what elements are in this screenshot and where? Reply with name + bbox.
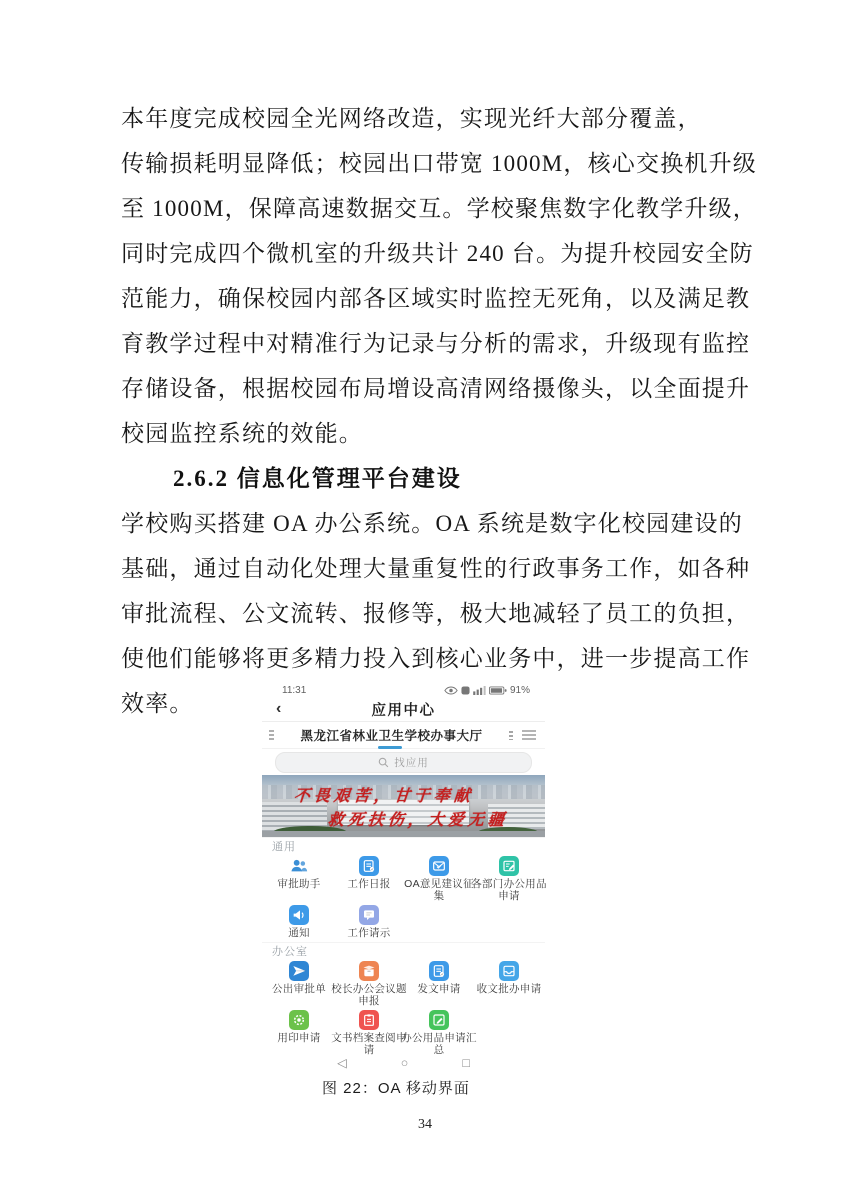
paragraph-line: 同时完成四个微机室的升级共计 240 台。为提升校园安全防 <box>121 241 754 266</box>
phone-nav-bar <box>262 697 545 722</box>
search-icon <box>378 757 389 768</box>
app-tile[interactable] <box>471 856 547 902</box>
app-section-general <box>262 837 545 942</box>
app-tile[interactable] <box>264 905 334 939</box>
paragraph-line: 本年度完成校园全光网络改造，实现光纤大部分覆盖， <box>121 106 702 131</box>
app-label: 工作请示 <box>347 927 391 939</box>
app-tile[interactable] <box>334 856 404 902</box>
form-icon <box>499 856 519 876</box>
app-tile[interactable] <box>331 1010 407 1056</box>
menu-icon[interactable] <box>522 730 536 740</box>
phone-screenshot-figure <box>262 678 545 1075</box>
doc-icon <box>359 856 379 876</box>
eye-icon <box>444 686 458 695</box>
paragraph-line: 校园监控系统的效能。 <box>121 421 363 446</box>
paragraph-line: 存储设备，根据校园布局增设高清网络摄像头，以全面提升 <box>121 376 751 401</box>
plane-icon <box>289 961 309 981</box>
section-label: 通用 <box>272 841 296 853</box>
road <box>262 831 545 837</box>
battery-percent: 91% <box>509 684 530 696</box>
document-body <box>121 96 758 726</box>
paragraph-network-upgrade <box>121 96 758 456</box>
battery-icon <box>489 686 507 695</box>
paragraph-line: 基础，通过自动化处理大量重复性的行政事务工作，如各种 <box>121 556 751 581</box>
app-tile[interactable] <box>401 1010 477 1056</box>
section-heading: 2.6.2 信息化管理平台建设 <box>173 466 462 491</box>
search-placeholder: 找应用 <box>394 757 429 769</box>
app-label: 文书档案查阅申请 <box>331 1032 407 1056</box>
tab-overflow-left-fragment <box>269 730 274 740</box>
app-tile[interactable] <box>334 905 404 939</box>
paragraph-line: 范能力，确保校园内部各区域实时监控无死角，以及满足教 <box>121 286 751 311</box>
app-tile[interactable] <box>331 961 407 1007</box>
app-tile[interactable] <box>404 961 474 1007</box>
people-icon <box>289 856 309 876</box>
note-icon <box>429 1010 449 1030</box>
app-label: 用印申请 <box>277 1032 321 1044</box>
paragraph-line: 传输损耗明显降低；校园出口带宽 1000M，核心交换机升级 <box>121 151 758 176</box>
box-icon <box>359 961 379 981</box>
app-label: 收文批办申请 <box>476 983 542 995</box>
banner-slogan-line1: 不畏艰苦，甘于奉献 <box>293 788 475 805</box>
inbox-icon <box>499 961 519 981</box>
app-label: 发文申请 <box>417 983 461 995</box>
page-number: 34 <box>418 1117 432 1132</box>
app-label: 通知 <box>288 927 310 939</box>
app-grid <box>262 960 545 1059</box>
paragraph-line: 至 1000M，保障高速数据交互。学校聚焦数字化教学升级， <box>121 196 758 221</box>
megaphone-icon <box>289 905 309 925</box>
nav-home-circle-icon[interactable]: ○ <box>400 1056 409 1070</box>
tab-active[interactable]: 黑龙江省林业卫生学校办事大厅 <box>300 729 483 743</box>
app-label: 公出审批单 <box>272 983 326 995</box>
paragraph-line: 审批流程、公文流转、报修等，极大地减轻了员工的负担， <box>121 601 751 626</box>
signal-icon <box>473 686 486 695</box>
tab-active-indicator <box>378 746 402 749</box>
clipboard-icon <box>359 1010 379 1030</box>
app-section-office <box>262 942 545 1059</box>
app-tile[interactable] <box>474 961 544 1007</box>
tab-overflow-right-fragment <box>509 731 513 740</box>
nav-recents-square-icon[interactable]: □ <box>462 1056 470 1070</box>
app-label: 审批助手 <box>277 878 321 890</box>
phone-status-bar <box>262 678 545 697</box>
app-tile[interactable] <box>404 856 474 902</box>
doc-icon <box>429 961 449 981</box>
campus-photo-banner <box>262 775 545 837</box>
app-tile[interactable] <box>264 1010 334 1056</box>
tab-bar <box>262 722 545 749</box>
status-time: 11:31 <box>282 684 307 696</box>
badge-icon <box>461 686 470 695</box>
app-label: 校长办公会议题申报 <box>331 983 407 1007</box>
app-grid <box>262 855 545 942</box>
paragraph-line: 效率。 <box>121 691 194 716</box>
mail-icon <box>429 856 449 876</box>
paragraph-line: 学校购买搭建 OA 办公系统。OA 系统是数字化校园建设的 <box>121 511 743 536</box>
back-button[interactable]: ‹ <box>276 700 282 717</box>
app-label: OA意见建议征集 <box>404 878 474 902</box>
app-label: 各部门办公用品申请 <box>471 878 547 902</box>
chat-icon <box>359 905 379 925</box>
android-nav-bar <box>262 1056 545 1070</box>
app-tile[interactable] <box>264 961 334 1007</box>
app-label: 工作日报 <box>347 878 391 890</box>
page-title: 应用中心 <box>371 702 436 719</box>
seal-icon <box>289 1010 309 1030</box>
section-label: 办公室 <box>272 946 308 958</box>
nav-back-triangle-icon[interactable]: ◁ <box>337 1056 347 1070</box>
app-label: 办公用品申请汇总 <box>401 1032 477 1056</box>
paragraph-line: 育教学过程中对精准行为记录与分析的需求，升级现有监控 <box>121 331 751 356</box>
app-tile[interactable] <box>264 856 334 902</box>
figure-caption: 图 22：OA 移动界面 <box>322 1080 470 1097</box>
status-icons <box>444 685 530 696</box>
banner-slogan-line2: 救死扶伤，大爱无疆 <box>327 812 509 829</box>
paragraph-line: 使他们能够将更多精力投入到核心业务中，进一步提高工作 <box>121 646 751 671</box>
search-input[interactable] <box>275 752 532 773</box>
